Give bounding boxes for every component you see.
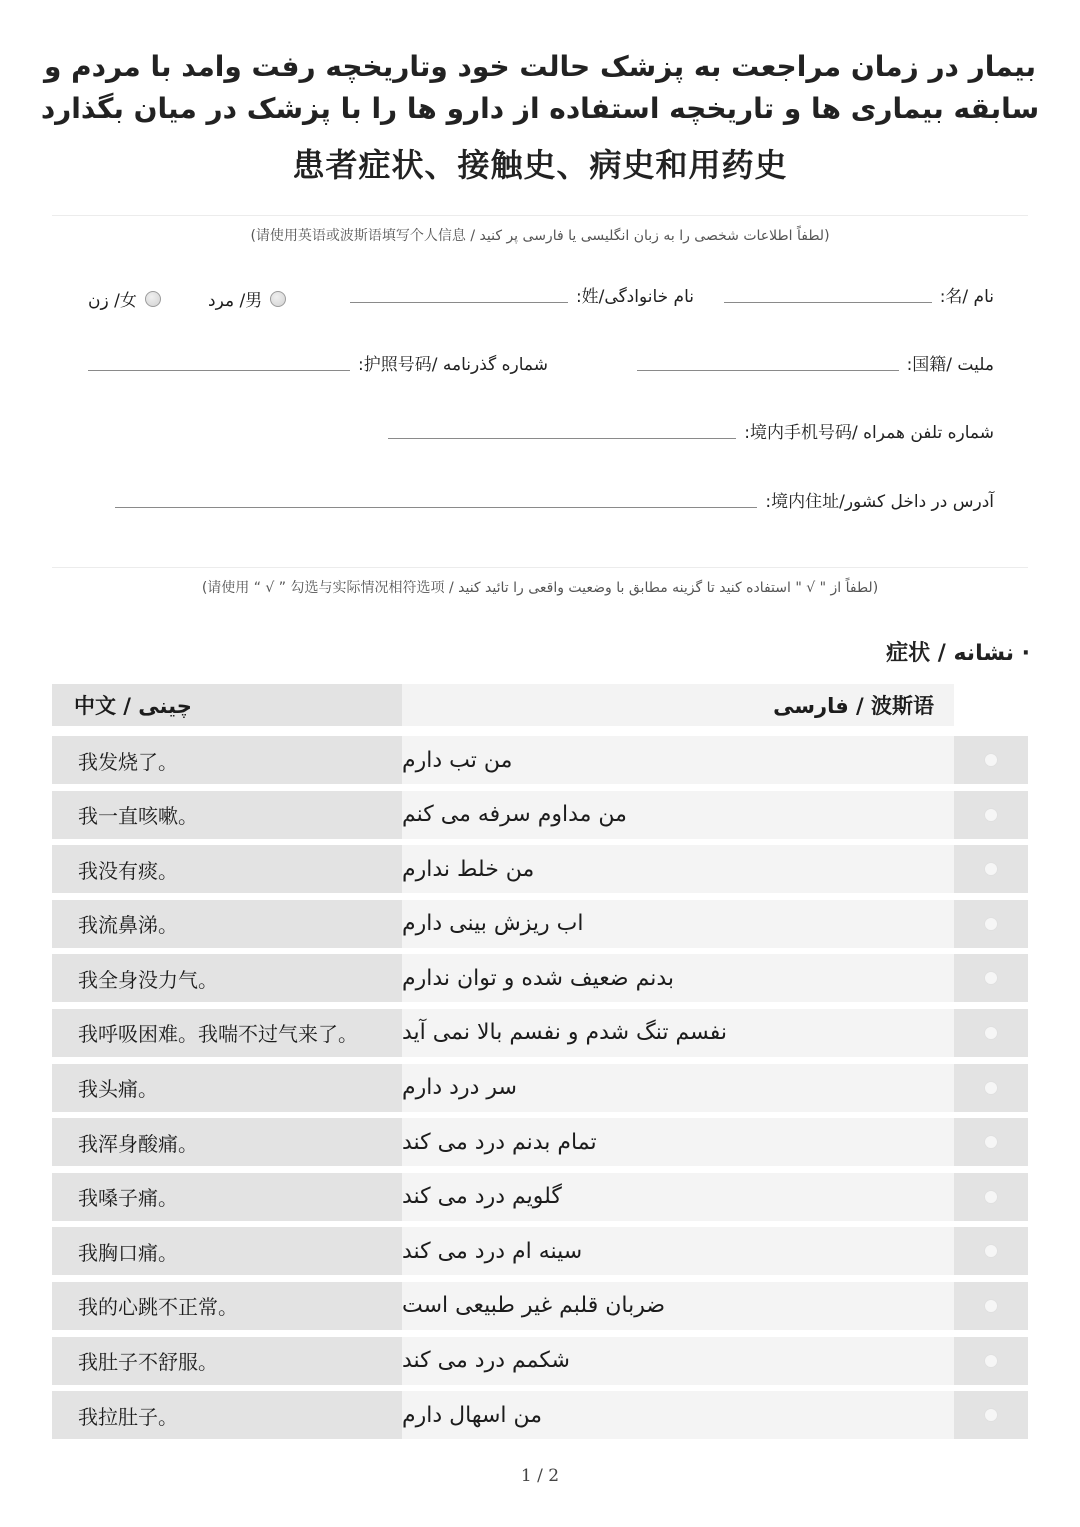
symptom-chinese: 我嗓子痛。 bbox=[52, 1173, 402, 1221]
page-title-persian bbox=[40, 46, 1040, 130]
name-gender-row bbox=[88, 282, 994, 316]
passport-input[interactable] bbox=[88, 370, 350, 371]
female-radio[interactable] bbox=[145, 291, 161, 307]
symptom-radio[interactable] bbox=[984, 1244, 998, 1258]
symptom-check-cell[interactable] bbox=[954, 900, 1028, 948]
table-row bbox=[52, 1118, 1028, 1166]
table-row bbox=[52, 1391, 1028, 1439]
symptom-radio[interactable] bbox=[984, 1354, 998, 1368]
address-field bbox=[115, 487, 994, 512]
symptom-chinese: 我发烧了。 bbox=[52, 736, 402, 784]
last-name-label: نام خانوادگی/姓: bbox=[575, 287, 694, 307]
table-row bbox=[52, 1173, 1028, 1221]
symptom-radio[interactable] bbox=[984, 1190, 998, 1204]
address-input[interactable] bbox=[115, 507, 757, 508]
symptom-check-cell[interactable] bbox=[954, 1391, 1028, 1439]
symptom-chinese: 我呼吸困难。我喘不过气来了。 bbox=[52, 1009, 402, 1057]
symptom-check-cell[interactable] bbox=[954, 791, 1028, 839]
symptom-check-cell[interactable] bbox=[954, 954, 1028, 1002]
symptom-check-cell[interactable] bbox=[954, 1064, 1028, 1112]
symptom-persian: بدنم ضعیف شده و توان ندارم bbox=[402, 954, 954, 1002]
symptom-chinese: 我没有痰。 bbox=[52, 845, 402, 893]
symptom-persian: سر درد دارم bbox=[402, 1064, 954, 1112]
symptom-persian: من تب دارم bbox=[402, 736, 954, 784]
symptom-chinese: 我胸口痛。 bbox=[52, 1227, 402, 1275]
symptoms-table bbox=[52, 684, 1028, 1446]
table-row bbox=[52, 845, 1028, 893]
nationality-label: ملیت /国籍: bbox=[906, 355, 994, 375]
symptom-check-cell[interactable] bbox=[954, 1118, 1028, 1166]
symptom-chinese: 我头痛。 bbox=[52, 1064, 402, 1112]
passport-field bbox=[88, 350, 548, 375]
symptom-radio[interactable] bbox=[984, 971, 998, 985]
symptom-persian: من خلط ندارم bbox=[402, 845, 954, 893]
address-row bbox=[88, 487, 994, 521]
table-row bbox=[52, 1064, 1028, 1112]
symptom-persian: تمام بدنم درد می کند bbox=[402, 1118, 954, 1166]
symptom-radio[interactable] bbox=[984, 1081, 998, 1095]
page-indicator: 1 / 2 bbox=[520, 1466, 560, 1486]
divider bbox=[52, 215, 1028, 216]
symptom-check-cell[interactable] bbox=[954, 1173, 1028, 1221]
symptom-check-cell[interactable] bbox=[954, 736, 1028, 784]
first-name-label: نام /名: bbox=[939, 287, 994, 307]
symptom-chinese: 我流鼻涕。 bbox=[52, 900, 402, 948]
symptom-chinese: 我浑身酸痛。 bbox=[52, 1118, 402, 1166]
symptoms-section-title: · نشانه / 症状 bbox=[886, 641, 1030, 666]
address-label: آدرس در داخل کشور/境内住址: bbox=[765, 492, 994, 512]
table-header bbox=[52, 684, 1028, 726]
table-row bbox=[52, 1282, 1028, 1330]
symptom-persian: گلویم درد می کند bbox=[402, 1173, 954, 1221]
phone-label: شماره تلفن همراه /境内手机号码: bbox=[744, 423, 994, 443]
last-name-input[interactable] bbox=[350, 302, 568, 303]
table-body bbox=[52, 736, 1028, 1439]
table-row bbox=[52, 736, 1028, 784]
symptom-radio[interactable] bbox=[984, 917, 998, 931]
table-row bbox=[52, 900, 1028, 948]
symptom-radio[interactable] bbox=[984, 753, 998, 767]
symptom-chinese: 我的心跳不正常。 bbox=[52, 1282, 402, 1330]
symptom-radio[interactable] bbox=[984, 1408, 998, 1422]
divider bbox=[52, 567, 1028, 568]
symptom-check-cell[interactable] bbox=[954, 1337, 1028, 1385]
phone-field bbox=[388, 418, 994, 443]
first-name-input[interactable] bbox=[724, 302, 932, 303]
phone-row bbox=[88, 418, 994, 452]
nationality-field bbox=[637, 350, 994, 375]
column-header-persian: فارسی / 波斯语 bbox=[402, 684, 954, 726]
first-name-field bbox=[724, 282, 994, 307]
personal-info-note: (请使用英语或波斯语填写个人信息 / لطفاً اطلاعات شخصی را به زبان انگلیسی یا فارسی پر کنید) bbox=[250, 228, 830, 244]
symptom-radio[interactable] bbox=[984, 1026, 998, 1040]
gender-female-option[interactable] bbox=[88, 286, 161, 311]
male-radio[interactable] bbox=[270, 291, 286, 307]
passport-label: شماره گذرنامه /护照号码: bbox=[358, 355, 548, 375]
symptom-chinese: 我一直咳嗽。 bbox=[52, 791, 402, 839]
table-row bbox=[52, 791, 1028, 839]
table-row bbox=[52, 1337, 1028, 1385]
page-title-chinese: 患者症状、接触史、病史和用药史 bbox=[292, 146, 788, 184]
symptom-persian: من اسهال دارم bbox=[402, 1391, 954, 1439]
nationality-input[interactable] bbox=[637, 370, 899, 371]
symptom-chinese: 我肚子不舒服。 bbox=[52, 1337, 402, 1385]
symptom-chinese: 我全身没力气。 bbox=[52, 954, 402, 1002]
table-row bbox=[52, 1227, 1028, 1275]
symptom-persian: اب ریزش بینی دارم bbox=[402, 900, 954, 948]
symptom-radio[interactable] bbox=[984, 1299, 998, 1313]
symptom-check-cell[interactable] bbox=[954, 1227, 1028, 1275]
checkmark-instruction-note: (请使用 “ √ ” 勾选与实际情况相符选项 / لطفاً از " √ " استفاده کنید تا گزینه مطابق با وضعیت واقعی را تائید کنید) bbox=[201, 580, 879, 596]
nationality-passport-row bbox=[88, 350, 994, 384]
title-fa-line1: بیمار در زمان مراجعت به پزشک حالت خود وتاریخچه رفت وامد با مردم و bbox=[43, 50, 1037, 83]
table-row bbox=[52, 954, 1028, 1002]
last-name-field bbox=[350, 282, 694, 307]
symptom-persian: نفسم تنگ شدم و نفسم بالا نمی آید bbox=[402, 1009, 954, 1057]
title-fa-line2: سابقه بیماری ها و تاریخچه استفاده از دارو ها را با پزشک در میان بگذارد bbox=[40, 92, 1040, 125]
phone-input[interactable] bbox=[388, 438, 736, 439]
column-header-chinese: 中文 / چینی bbox=[52, 684, 402, 726]
symptom-radio[interactable] bbox=[984, 862, 998, 876]
table-row bbox=[52, 1009, 1028, 1057]
symptom-persian: من مداوم سرفه می کنم bbox=[402, 791, 954, 839]
symptom-check-cell[interactable] bbox=[954, 845, 1028, 893]
gender-male-option[interactable] bbox=[208, 286, 286, 311]
symptom-radio[interactable] bbox=[984, 808, 998, 822]
female-label: زن /女 bbox=[88, 291, 137, 311]
symptom-check-cell[interactable] bbox=[954, 1282, 1028, 1330]
symptom-radio[interactable] bbox=[984, 1135, 998, 1149]
symptom-persian: سینه ام درد می کند bbox=[402, 1227, 954, 1275]
symptom-chinese: 我拉肚子。 bbox=[52, 1391, 402, 1439]
symptom-persian: ضربان قلبم غیر طبیعی است bbox=[402, 1282, 954, 1330]
male-label: مرد /男 bbox=[208, 291, 263, 311]
symptom-check-cell[interactable] bbox=[954, 1009, 1028, 1057]
symptom-persian: شکمم درد می کند bbox=[402, 1337, 954, 1385]
